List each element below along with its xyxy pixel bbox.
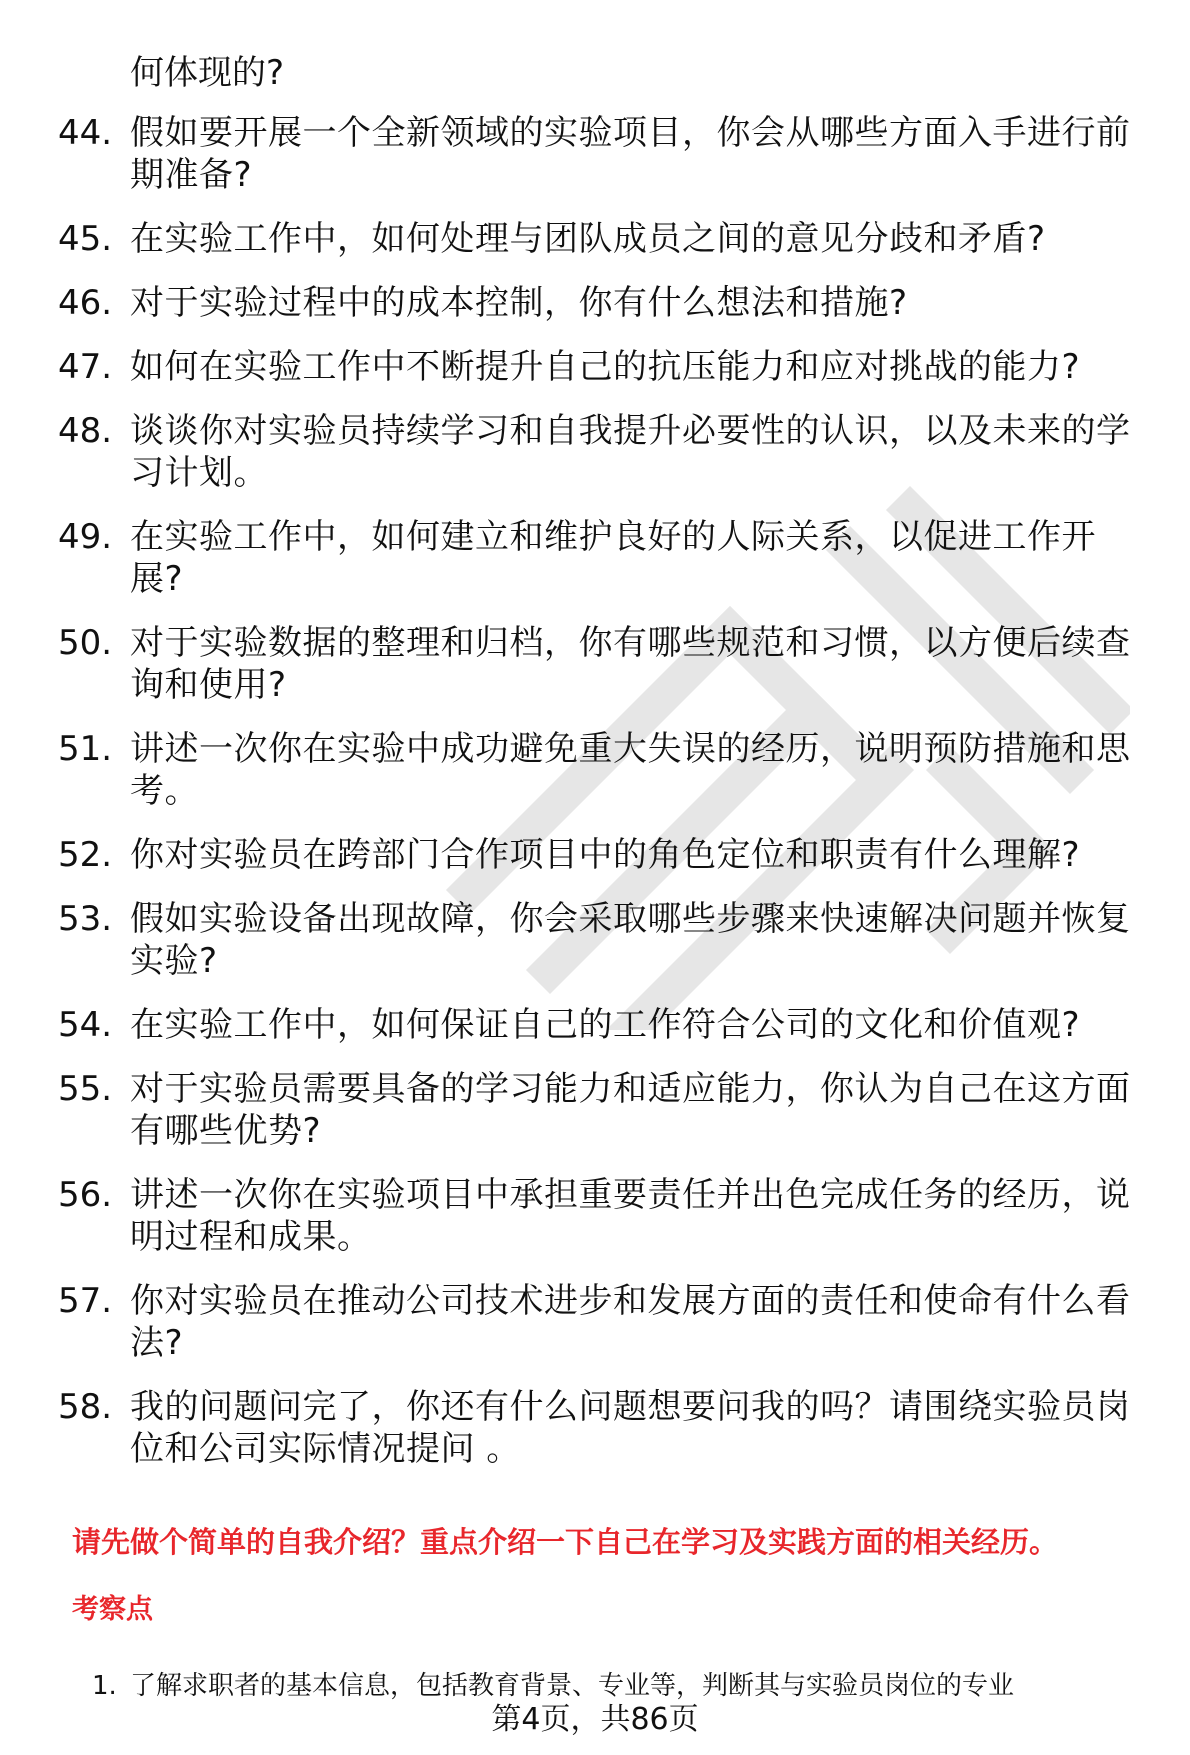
question-number: 48. bbox=[58, 411, 113, 451]
question-number: 46. bbox=[58, 283, 113, 323]
question-item bbox=[58, 834, 1148, 876]
question-item bbox=[58, 1280, 1148, 1364]
point-text: 了解求职者的基本信息，包括教育背景、专业等，判断其与实验员岗位的专业 bbox=[130, 1671, 1015, 1701]
question-item bbox=[58, 282, 1148, 324]
question-text: 假如实验设备出现故障，你会采取哪些步骤来快速解决问题并恢复实验? bbox=[130, 899, 1131, 981]
question-item bbox=[58, 516, 1148, 600]
section-question-heading: 请先做个简单的自我介绍？重点介绍一下自己在学习及实践方面的相关经历。 bbox=[72, 1525, 1059, 1559]
question-number: 55. bbox=[58, 1069, 113, 1109]
question-number: 47. bbox=[58, 347, 113, 387]
question-text: 如何在实验工作中不断提升自己的抗压能力和应对挑战的能力? bbox=[130, 347, 1081, 387]
question-text: 在实验工作中，如何建立和维护良好的人际关系，以促进工作开展? bbox=[130, 517, 1096, 599]
question-item bbox=[58, 1386, 1148, 1470]
question-number: 51. bbox=[58, 729, 113, 769]
question-item bbox=[58, 346, 1148, 388]
question-item bbox=[58, 728, 1148, 812]
page-number-footer: 第4页，共86页 bbox=[491, 1702, 699, 1737]
question-text: 在实验工作中，如何处理与团队成员之间的意见分歧和矛盾? bbox=[130, 219, 1046, 259]
question-list bbox=[58, 112, 1148, 1492]
question-number: 50. bbox=[58, 623, 113, 663]
question-number: 49. bbox=[58, 517, 113, 557]
question-item bbox=[58, 410, 1148, 494]
question-number: 44. bbox=[58, 113, 113, 153]
question-item bbox=[58, 218, 1148, 260]
point-number: 1. bbox=[92, 1671, 117, 1701]
question-text: 你对实验员在跨部门合作项目中的角色定位和职责有什么理解? bbox=[130, 835, 1081, 875]
question-text: 你对实验员在推动公司技术进步和发展方面的责任和使命有什么看法? bbox=[130, 1281, 1131, 1363]
question-number: 54. bbox=[58, 1005, 113, 1045]
question-text: 对于实验员需要具备的学习能力和适应能力，你认为自己在这方面有哪些优势? bbox=[130, 1069, 1131, 1151]
question-text: 假如要开展一个全新领域的实验项目，你会从哪些方面入手进行前期准备? bbox=[130, 113, 1131, 195]
question-item bbox=[58, 898, 1148, 982]
assessment-points-heading: 考察点 bbox=[72, 1594, 153, 1625]
question-item bbox=[58, 112, 1148, 196]
question-number: 58. bbox=[58, 1387, 113, 1427]
question-number: 52. bbox=[58, 835, 113, 875]
continued-question-text: 何体现的? bbox=[130, 53, 285, 93]
question-number: 45. bbox=[58, 219, 113, 259]
question-item bbox=[58, 1004, 1148, 1046]
assessment-point-list bbox=[92, 1668, 1152, 1704]
question-text: 在实验工作中，如何保证自己的工作符合公司的文化和价值观? bbox=[130, 1005, 1081, 1045]
question-number: 56. bbox=[58, 1175, 113, 1215]
question-text: 讲述一次你在实验中成功避免重大失误的经历，说明预防措施和思考。 bbox=[130, 729, 1131, 811]
assessment-point-item bbox=[92, 1668, 1152, 1704]
question-item bbox=[58, 622, 1148, 706]
question-text: 我的问题问完了，你还有什么问题想要问我的吗？请围绕实验员岗位和公司实际情况提问 。 bbox=[130, 1387, 1131, 1469]
question-number: 53. bbox=[58, 899, 113, 939]
question-text: 谈谈你对实验员持续学习和自我提升必要性的认识，以及未来的学习计划。 bbox=[130, 411, 1131, 493]
question-text: 对于实验过程中的成本控制，你有什么想法和措施? bbox=[130, 283, 908, 323]
question-item bbox=[58, 1068, 1148, 1152]
question-item bbox=[58, 1174, 1148, 1258]
question-text: 讲述一次你在实验项目中承担重要责任并出色完成任务的经历，说明过程和成果。 bbox=[130, 1175, 1131, 1257]
question-text: 对于实验数据的整理和归档，你有哪些规范和习惯，以方便后续查询和使用? bbox=[130, 623, 1131, 705]
question-number: 57. bbox=[58, 1281, 113, 1321]
